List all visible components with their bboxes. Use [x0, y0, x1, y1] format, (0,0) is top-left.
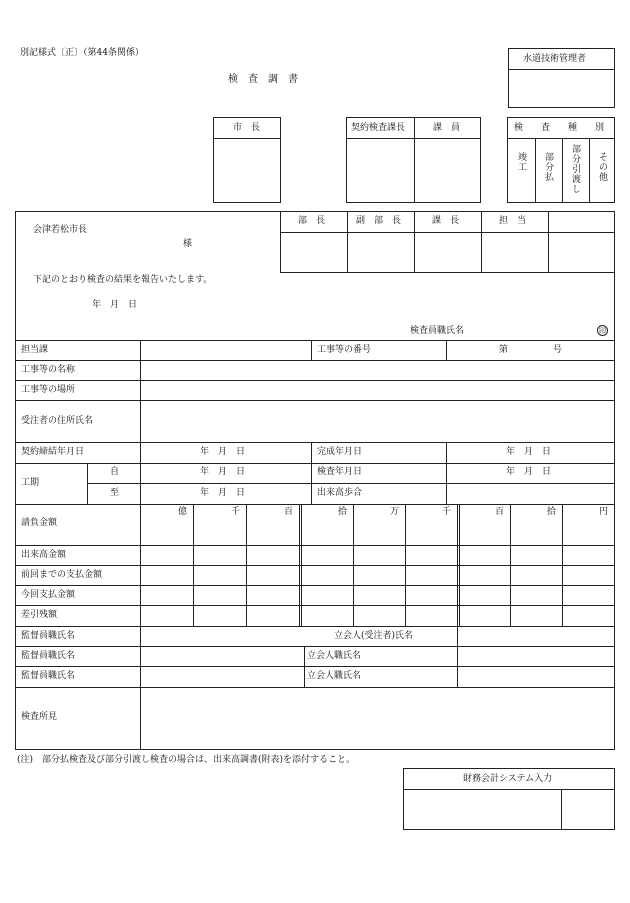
completion-date-value: 年 月 日: [506, 447, 552, 457]
previous-payment-label: 前回までの支払金額: [21, 570, 103, 580]
unit-man: 万: [390, 507, 400, 517]
work-place-field[interactable]: [141, 381, 614, 400]
type-partial-payment: 部分払: [543, 152, 553, 182]
type-completion: 竣工: [516, 152, 526, 172]
work-name-label: 工事等の名称: [21, 365, 76, 375]
inspector-name-label: 検査員職氏名: [410, 326, 465, 336]
unit-en: 円: [599, 507, 609, 517]
mayor-approval-box: [213, 117, 281, 203]
inspection-date-value: 年 月 日: [506, 467, 552, 477]
mayor-label: 市 長: [233, 123, 261, 133]
balance-label: 差引残額: [21, 610, 58, 620]
period-to-value: 年 月 日: [200, 488, 246, 498]
supervisor-label-1: 監督員職氏名: [21, 631, 76, 641]
dept-head-label: 部 長: [298, 216, 326, 226]
work-number-label: 工事等の番号: [317, 345, 372, 355]
period-label: 工期: [21, 478, 40, 488]
findings-field[interactable]: [141, 688, 614, 749]
period-from-value: 年 月 日: [200, 467, 246, 477]
finance-system-label: 財務会計システム入力: [463, 774, 553, 784]
inspection-type-box: [507, 117, 615, 203]
unit-oku: 億: [178, 507, 188, 517]
unit-juu1: 拾: [338, 507, 348, 517]
staff-label: 課 員: [433, 123, 461, 133]
period-from-label: 自: [110, 467, 120, 477]
witness-label-2: 立会人職氏名: [307, 671, 362, 681]
current-payment-label: 今回支払金額: [21, 590, 76, 600]
completion-date-label: 完成年月日: [317, 447, 363, 457]
contract-date-value: 年 月 日: [200, 447, 246, 457]
unit-sen2: 千: [442, 507, 452, 517]
findings-label: 検査所見: [21, 712, 58, 722]
witness-contractor-label: 立会人(受注者)氏名: [334, 631, 414, 641]
contractor-label: 受注者の住所氏名: [21, 416, 94, 426]
report-date: 年 月 日: [92, 300, 138, 310]
inspection-type-label: 検 査 種 別: [514, 123, 605, 133]
finance-system-box: [403, 768, 615, 830]
witness-label-1: 立会人職氏名: [307, 651, 362, 661]
unit-juu2: 拾: [547, 507, 557, 517]
form-number: 別記様式〔正〕（第44条関係）: [20, 48, 144, 58]
unit-hyaku1: 百: [284, 507, 294, 517]
contract-chief-label: 契約検査課長: [351, 123, 406, 133]
main-form-table: [15, 211, 615, 750]
addressee-name: 会津若松市長: [33, 225, 88, 235]
dept-in-charge-label: 担当課: [21, 345, 49, 355]
dept-charge-label: 担 当: [499, 216, 527, 226]
dept-chief-label: 課 長: [432, 216, 460, 226]
report-statement: 下記のとおり検査の結果を報告いたします。: [33, 275, 213, 285]
type-partial-delivery: 部分引渡し: [570, 144, 580, 194]
contractor-field[interactable]: [141, 401, 614, 442]
supervisor-label-2: 監督員職氏名: [21, 651, 76, 661]
unit-hyaku2: 百: [495, 507, 505, 517]
footnote: (注) 部分払検査及び部分引渡し検査の場合は、出来高調書(附表)を添付すること。: [17, 755, 356, 765]
supervisor-label-3: 監督員職氏名: [21, 671, 76, 681]
progress-rate-label: 出来高歩合: [317, 488, 363, 498]
addressee-honorific: 様: [183, 239, 193, 249]
water-manager-box: [508, 48, 615, 108]
contract-approval-box: [346, 117, 481, 203]
dept-deputy-label: 副 部 長: [356, 216, 402, 226]
dept-in-charge-field[interactable]: [141, 341, 310, 360]
completed-amount-label: 出来高金額: [21, 550, 67, 560]
inspection-date-label: 検査年月日: [317, 467, 363, 477]
work-place-label: 工事等の場所: [21, 385, 76, 395]
period-to-label: 至: [110, 488, 120, 498]
contract-date-label: 契約締結年月日: [21, 447, 85, 457]
type-other: その他: [597, 152, 607, 182]
seal-mark: 印: [599, 327, 606, 335]
contract-amount-label: 請負金額: [21, 518, 58, 528]
form-title: 検 査 調 書: [228, 74, 298, 85]
unit-sen1: 千: [231, 507, 241, 517]
work-number-dai: 第: [499, 345, 509, 355]
work-name-field[interactable]: [141, 361, 614, 380]
work-number-go: 号: [553, 345, 563, 355]
water-manager-label: 水道技術管理者: [523, 54, 587, 64]
